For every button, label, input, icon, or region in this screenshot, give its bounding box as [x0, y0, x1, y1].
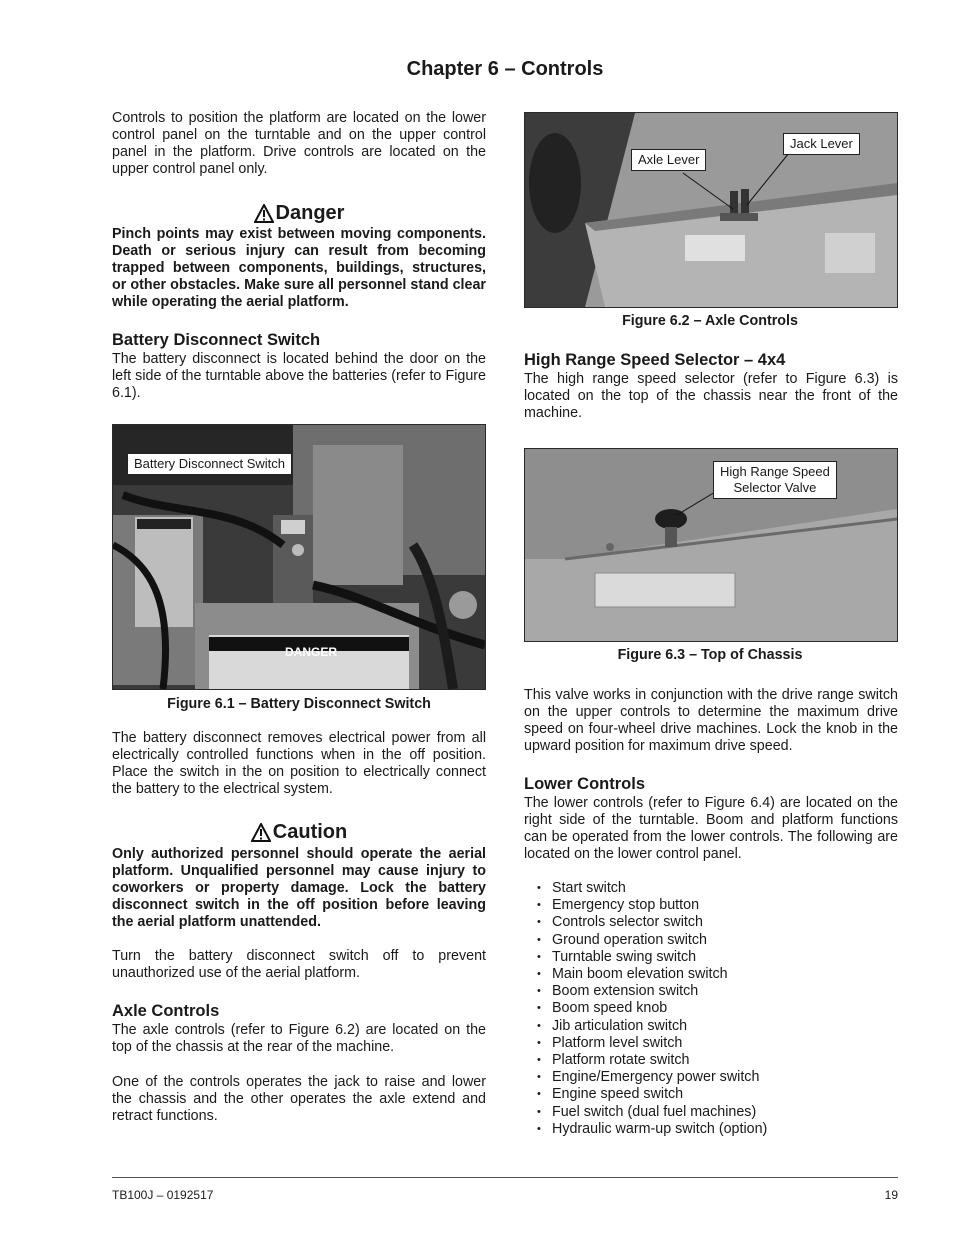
list-item: • Engine speed switch: [524, 1086, 898, 1103]
list-item: • Boom speed knob: [524, 1000, 898, 1017]
intro-paragraph: Controls to position the platform are located on the lower control panel on the turntable and on the upper control panel in the platform. Drive controls are located on the upper control panel only.: [112, 110, 486, 177]
axle-body-1: The axle controls (refer to Figure 6.2) are located on the top of the chassis at the rear of the machine.: [112, 1022, 486, 1055]
list-item: • Platform rotate switch: [524, 1052, 898, 1069]
figure-6-1-caption: Figure 6.1 – Battery Disconnect Switch: [167, 696, 431, 712]
list-item: • Jib articulation switch: [524, 1018, 898, 1035]
high-range-callout-line1: High Range Speed: [720, 464, 830, 479]
footer-page-number: 19: [884, 1188, 898, 1202]
jack-lever-callout: Jack Lever: [783, 133, 860, 155]
list-item: • Hydraulic warm-up switch (option): [524, 1121, 898, 1138]
footer-doc-id: TB100J – 0192517: [112, 1188, 214, 1202]
warning-triangle-icon: [254, 204, 274, 223]
list-item: • Controls selector switch: [524, 914, 898, 931]
caution-body: Only authorized personnel should operate the aerial platform. Unqualified personnel may cause injury to coworkers or property damage. Lock the battery disconnect switch in the off position before leaving the aerial platform unattended.: [112, 846, 486, 930]
battery-callout: Battery Disconnect Switch: [127, 453, 292, 475]
danger-heading: [112, 202, 486, 225]
list-item: • Platform level switch: [524, 1035, 898, 1052]
list-item: • Ground operation switch: [524, 932, 898, 949]
battery-body: The battery disconnect is located behind the door on the left side of the turntable above the batteries (refer to Figure 6.1).: [112, 351, 486, 401]
list-item: • Fuel switch (dual fuel machines): [524, 1104, 898, 1121]
footer-rule: [112, 1177, 898, 1178]
turn-off-text: Turn the battery disconnect switch off to prevent unauthorized use of the aerial platform.: [112, 948, 486, 981]
high-range-callout: [713, 461, 837, 499]
list-item: • Main boom elevation switch: [524, 966, 898, 983]
list-item: • Turntable swing switch: [524, 949, 898, 966]
list-item: • Emergency stop button: [524, 897, 898, 914]
figure-6-2-caption: Figure 6.2 – Axle Controls: [622, 313, 798, 329]
axle-body-2: One of the controls operates the jack to raise and lower the chassis and the other operates the axle extend and retract functions.: [112, 1074, 486, 1124]
axle-controls-photo: [524, 112, 898, 308]
list-item: • Boom extension switch: [524, 983, 898, 1000]
caution-heading: [112, 821, 486, 844]
axle-heading: Axle Controls: [112, 1002, 220, 1020]
chassis-photo-graphic: [525, 449, 897, 641]
photo-danger-label: DANGER: [285, 645, 338, 659]
high-range-callout-line2: Selector Valve: [733, 480, 817, 495]
caution-heading-text: Caution: [272, 821, 348, 843]
high-range-heading: High Range Speed Selector – 4x4: [524, 351, 786, 369]
danger-body: Pinch points may exist between moving components. Death or serious injury can result from becoming trapped between components, buildings, structures, or other obstacles. Make sure all personnel stand clear while operating the aerial platform.: [112, 226, 486, 310]
top-of-chassis-photo: [524, 448, 898, 642]
high-range-body: The high range speed selector (refer to Figure 6.3) is located on the top of the chassis near the front of the machine.: [524, 371, 898, 421]
battery-heading: Battery Disconnect Switch: [112, 331, 321, 349]
lower-controls-heading: Lower Controls: [524, 775, 646, 793]
page-title: Chapter 6 – Controls: [406, 58, 604, 80]
figure-6-3-caption: Figure 6.3 – Top of Chassis: [617, 647, 803, 663]
battery-disconnect-photo: [112, 424, 486, 690]
list-item: • Engine/Emergency power switch: [524, 1069, 898, 1086]
lower-controls-body: The lower controls (refer to Figure 6.4) are located on the right side of the turntable. Boom and platform functions can be operated from the lower controls. The following are located on the lower control panel.: [524, 795, 898, 862]
danger-heading-text: Danger: [275, 202, 345, 224]
axle-lever-callout: Axle Lever: [631, 149, 706, 171]
caution-triangle-icon: [251, 823, 271, 842]
battery-after-text: The battery disconnect removes electrical power from all electrically controlled functions when in the off position. Place the switch in the on position to electrically connect the battery to the electrical system.: [112, 730, 486, 797]
lower-controls-list: [524, 880, 898, 1138]
high-range-after: This valve works in conjunction with the drive range switch on the upper controls to determine the maximum drive speed on four-wheel drive machines. Lock the knob in the upward position for maximum drive speed.: [524, 687, 898, 754]
list-item: • Start switch: [524, 880, 898, 897]
